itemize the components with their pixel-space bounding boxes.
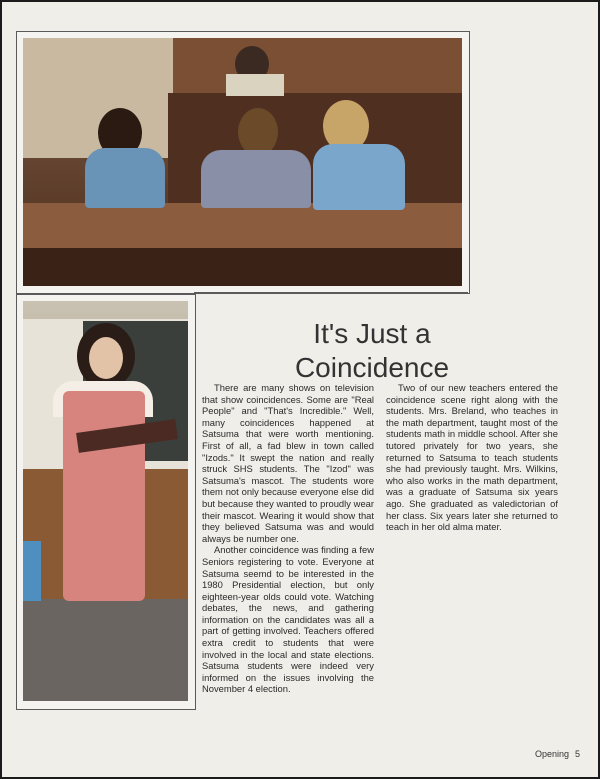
left-photo-frame: [16, 294, 196, 710]
paragraph: Another coincidence was finding a few Seniors registering to vote. Everyone at Satsuma seemd to be interested in the 1980 Presidential election, but only eighteen-year olds could vote. Watching debates, the news, and gathering information on the candidates was all a part of getting involved. Teachers offered extra credit to students that were involved in the local and state elections. Satsuma students were indeed very informed on the issues involving the November 4 election.: [202, 544, 374, 695]
paragraph: Two of our new teachers entered the coincidence scene right along with the students. Mrs. Breland, who teaches in the math department, taught most of the students math in middle school. After she tutored privately for two years, she returned to Satsuma to teach students she had previously taught. Mrs. Wilkins, who also works in the math department, was a graduate of Satsuma six years ago. She graduated as valedictorian of her class. Six years later she returned to teach in her old alma mater.: [386, 382, 558, 533]
page-footer: [535, 749, 580, 759]
article-column-1: [202, 382, 374, 695]
article-column-2: [386, 382, 558, 533]
top-photo-frame: [16, 31, 470, 294]
section-name: Opening: [534, 749, 569, 759]
article-title: [202, 317, 542, 385]
title-line-2: Coincidence: [294, 351, 450, 383]
title-line-1: It's Just a: [313, 317, 431, 349]
paragraph: There are many shows on television that show coincidences. Some are "Real People" and "That's Incredible." Well, many coincidences happened at Satsuma that were worth mentioning. First of all, a fad blew in town called "Izods." It swept the nation and really struck SHS students. The "Izod" was Satsuma's mascot. The students wore them not only because everyone else did but because they wanted to proudly wear their mascot. Wearing it would show that they believed Satsuma was and would always be number one.: [202, 382, 374, 544]
students-at-table-photo: [23, 38, 462, 286]
article-border: [194, 292, 468, 297]
page-number: 5: [574, 749, 580, 759]
teacher-with-book-photo: [23, 301, 188, 701]
